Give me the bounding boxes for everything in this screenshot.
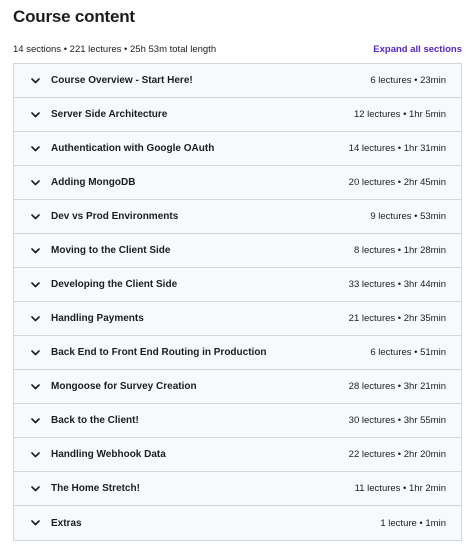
chevron-down-icon — [31, 246, 40, 255]
section-meta: 14 lectures • 1hr 31min — [348, 143, 446, 154]
section-item-adding-mongodb[interactable] — [14, 166, 461, 200]
section-item-mongoose-survey[interactable] — [14, 370, 461, 404]
section-item-webhook-data[interactable] — [14, 438, 461, 472]
section-meta: 9 lectures • 53min — [370, 211, 446, 222]
section-item-server-side-architecture[interactable] — [14, 98, 461, 132]
section-item-extras[interactable] — [14, 506, 461, 540]
chevron-down-icon — [31, 212, 40, 221]
section-title: Moving to the Client Side — [51, 245, 171, 256]
section-title: Handling Payments — [51, 313, 144, 324]
course-summary: 14 sections • 221 lectures • 25h 53m total length — [13, 44, 217, 55]
section-item-moving-to-client[interactable] — [14, 234, 461, 268]
section-meta: 6 lectures • 23min — [370, 75, 446, 86]
section-title: Back End to Front End Routing in Production — [51, 347, 267, 358]
section-item-developing-client[interactable] — [14, 268, 461, 302]
section-meta: 1 lecture • 1min — [380, 517, 446, 529]
section-title: Handling Webhook Data — [51, 449, 166, 460]
chevron-down-icon — [31, 314, 40, 323]
section-title: Back to the Client! — [51, 415, 139, 426]
section-title: Course Overview - Start Here! — [51, 75, 193, 86]
section-title: Extras — [51, 517, 82, 529]
section-title: Mongoose for Survey Creation — [51, 381, 197, 392]
section-meta: 30 lectures • 3hr 55min — [348, 415, 446, 426]
chevron-down-icon — [31, 76, 40, 85]
section-title: Authentication with Google OAuth — [51, 143, 215, 154]
section-item-routing-production[interactable] — [14, 336, 461, 370]
section-meta: 21 lectures • 2hr 35min — [348, 313, 446, 324]
page-title: Course content — [13, 7, 135, 26]
section-meta: 11 lectures • 1hr 2min — [354, 483, 446, 494]
chevron-down-icon — [31, 519, 40, 528]
section-meta: 12 lectures • 1hr 5min — [353, 109, 446, 120]
chevron-down-icon — [31, 280, 40, 289]
section-title: The Home Stretch! — [51, 483, 140, 494]
section-title: Adding MongoDB — [51, 177, 136, 188]
sections-list — [13, 63, 462, 541]
section-meta: 6 lectures • 51min — [370, 347, 446, 358]
expand-all-sections-button[interactable]: Expand all sections — [373, 44, 462, 55]
section-title: Dev vs Prod Environments — [51, 211, 179, 222]
chevron-down-icon — [31, 450, 40, 459]
section-meta: 33 lectures • 3hr 44min — [348, 279, 446, 290]
section-meta: 22 lectures • 2hr 20min — [348, 449, 446, 460]
chevron-down-icon — [31, 110, 40, 119]
section-title: Developing the Client Side — [51, 279, 178, 290]
section-item-back-to-client[interactable] — [14, 404, 461, 438]
section-item-handling-payments[interactable] — [14, 302, 461, 336]
section-meta: 8 lectures • 1hr 28min — [353, 245, 446, 256]
section-meta: 20 lectures • 2hr 45min — [348, 177, 446, 188]
chevron-down-icon — [31, 178, 40, 187]
section-item-home-stretch[interactable] — [14, 472, 461, 506]
section-title: Server Side Architecture — [51, 109, 168, 120]
chevron-down-icon — [31, 144, 40, 153]
section-item-course-overview[interactable] — [14, 64, 461, 98]
section-item-authentication[interactable] — [14, 132, 461, 166]
section-item-dev-vs-prod[interactable] — [14, 200, 461, 234]
chevron-down-icon — [31, 484, 40, 493]
section-meta: 28 lectures • 3hr 21min — [348, 381, 446, 392]
chevron-down-icon — [31, 348, 40, 357]
chevron-down-icon — [31, 416, 40, 425]
chevron-down-icon — [31, 382, 40, 391]
